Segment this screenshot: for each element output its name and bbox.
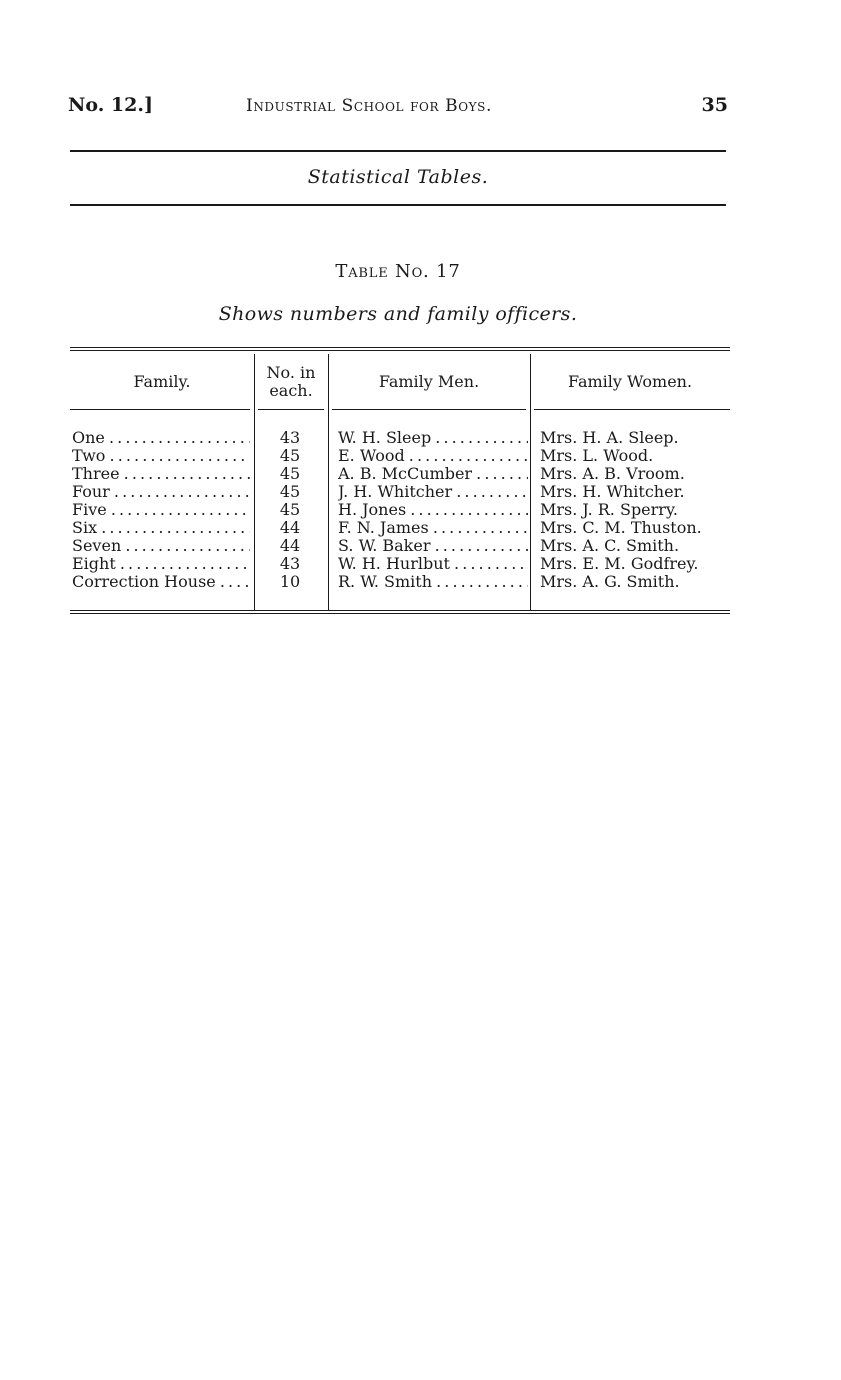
family-man-cell: F. N. James . . .	[338, 519, 528, 537]
family-cell: One . . .	[72, 429, 250, 447]
number-cell: 44	[279, 537, 301, 555]
family-cell: Two . . .	[72, 447, 250, 465]
family-woman-cell: Mrs. J. R. Sperry.	[540, 501, 678, 519]
family-cell: Seven . . .	[72, 537, 250, 555]
header-rule-bottom	[70, 204, 726, 206]
table-row	[70, 447, 730, 465]
family-woman-cell: Mrs. L. Wood.	[540, 447, 654, 465]
table-bottom-double-rule	[70, 610, 730, 614]
header-rule-top	[70, 150, 726, 152]
family-cell: Correction House . . .	[72, 573, 250, 591]
table-row	[70, 573, 730, 591]
table-row	[70, 555, 730, 573]
header-family-men: Family Men.	[378, 372, 480, 391]
table-row	[70, 483, 730, 501]
number-cell: 43	[279, 555, 301, 573]
family-woman-cell: Mrs. A. G. Smith.	[540, 573, 680, 591]
table-row	[70, 429, 730, 447]
family-woman-cell: Mrs. A. C. Smith.	[540, 537, 680, 555]
family-woman-cell: Mrs. A. B. Vroom.	[540, 465, 685, 483]
number-cell: 10	[279, 573, 301, 591]
header-number	[254, 357, 328, 407]
table-body	[70, 429, 730, 591]
number-cell: 45	[279, 501, 301, 519]
number-cell: 45	[279, 483, 301, 501]
family-woman-cell: Mrs. E. M. Godfrey.	[540, 555, 699, 573]
family-cell: Eight . . .	[72, 555, 250, 573]
table-number: Table No. 17	[335, 261, 461, 282]
family-woman-cell: Mrs. H. A. Sleep.	[540, 429, 679, 447]
header-underline	[258, 409, 324, 410]
family-cell: Three . . .	[72, 465, 250, 483]
page-number: 35	[701, 94, 728, 116]
family-man-cell: R. W. Smith . . .	[338, 573, 528, 591]
family-officers-table	[70, 347, 730, 625]
number-cell: 45	[279, 447, 301, 465]
number-cell: 45	[279, 465, 301, 483]
running-head	[68, 94, 728, 124]
header-family: Family.	[133, 372, 191, 391]
section-title: Statistical Tables.	[307, 166, 489, 188]
table-row	[70, 537, 730, 555]
table-top-double-rule	[70, 347, 730, 351]
table-row	[70, 465, 730, 483]
number-cell: 43	[279, 429, 301, 447]
number-cell: 44	[279, 519, 301, 537]
family-man-cell: H. Jones . . .	[338, 501, 528, 519]
header-number-line2: each.	[269, 381, 313, 400]
document-number: No. 12.]	[68, 94, 153, 116]
family-man-cell: S. W. Baker . . .	[338, 537, 528, 555]
family-woman-cell: Mrs. C. M. Thuston.	[540, 519, 702, 537]
family-cell: Five . . .	[72, 501, 250, 519]
family-cell: Six . . .	[72, 519, 250, 537]
table-row	[70, 519, 730, 537]
family-man-cell: J. H. Whitcher . . .	[338, 483, 528, 501]
running-title: Industrial School for Boys.	[246, 96, 493, 116]
header-underline	[70, 409, 250, 410]
header-underline	[534, 409, 730, 410]
family-cell: Four . . .	[72, 483, 250, 501]
header-underline	[332, 409, 526, 410]
family-man-cell: A. B. McCumber . . .	[338, 465, 528, 483]
family-man-cell: E. Wood . . .	[338, 447, 528, 465]
table-caption: Shows numbers and family officers.	[218, 303, 578, 325]
table-row	[70, 501, 730, 519]
family-man-cell: W. H. Sleep . . .	[338, 429, 528, 447]
header-family-women: Family Women.	[567, 372, 693, 391]
header-number-line1: No. in	[266, 363, 316, 382]
family-woman-cell: Mrs. H. Whitcher.	[540, 483, 685, 501]
family-man-cell: W. H. Hurlbut . . .	[338, 555, 528, 573]
